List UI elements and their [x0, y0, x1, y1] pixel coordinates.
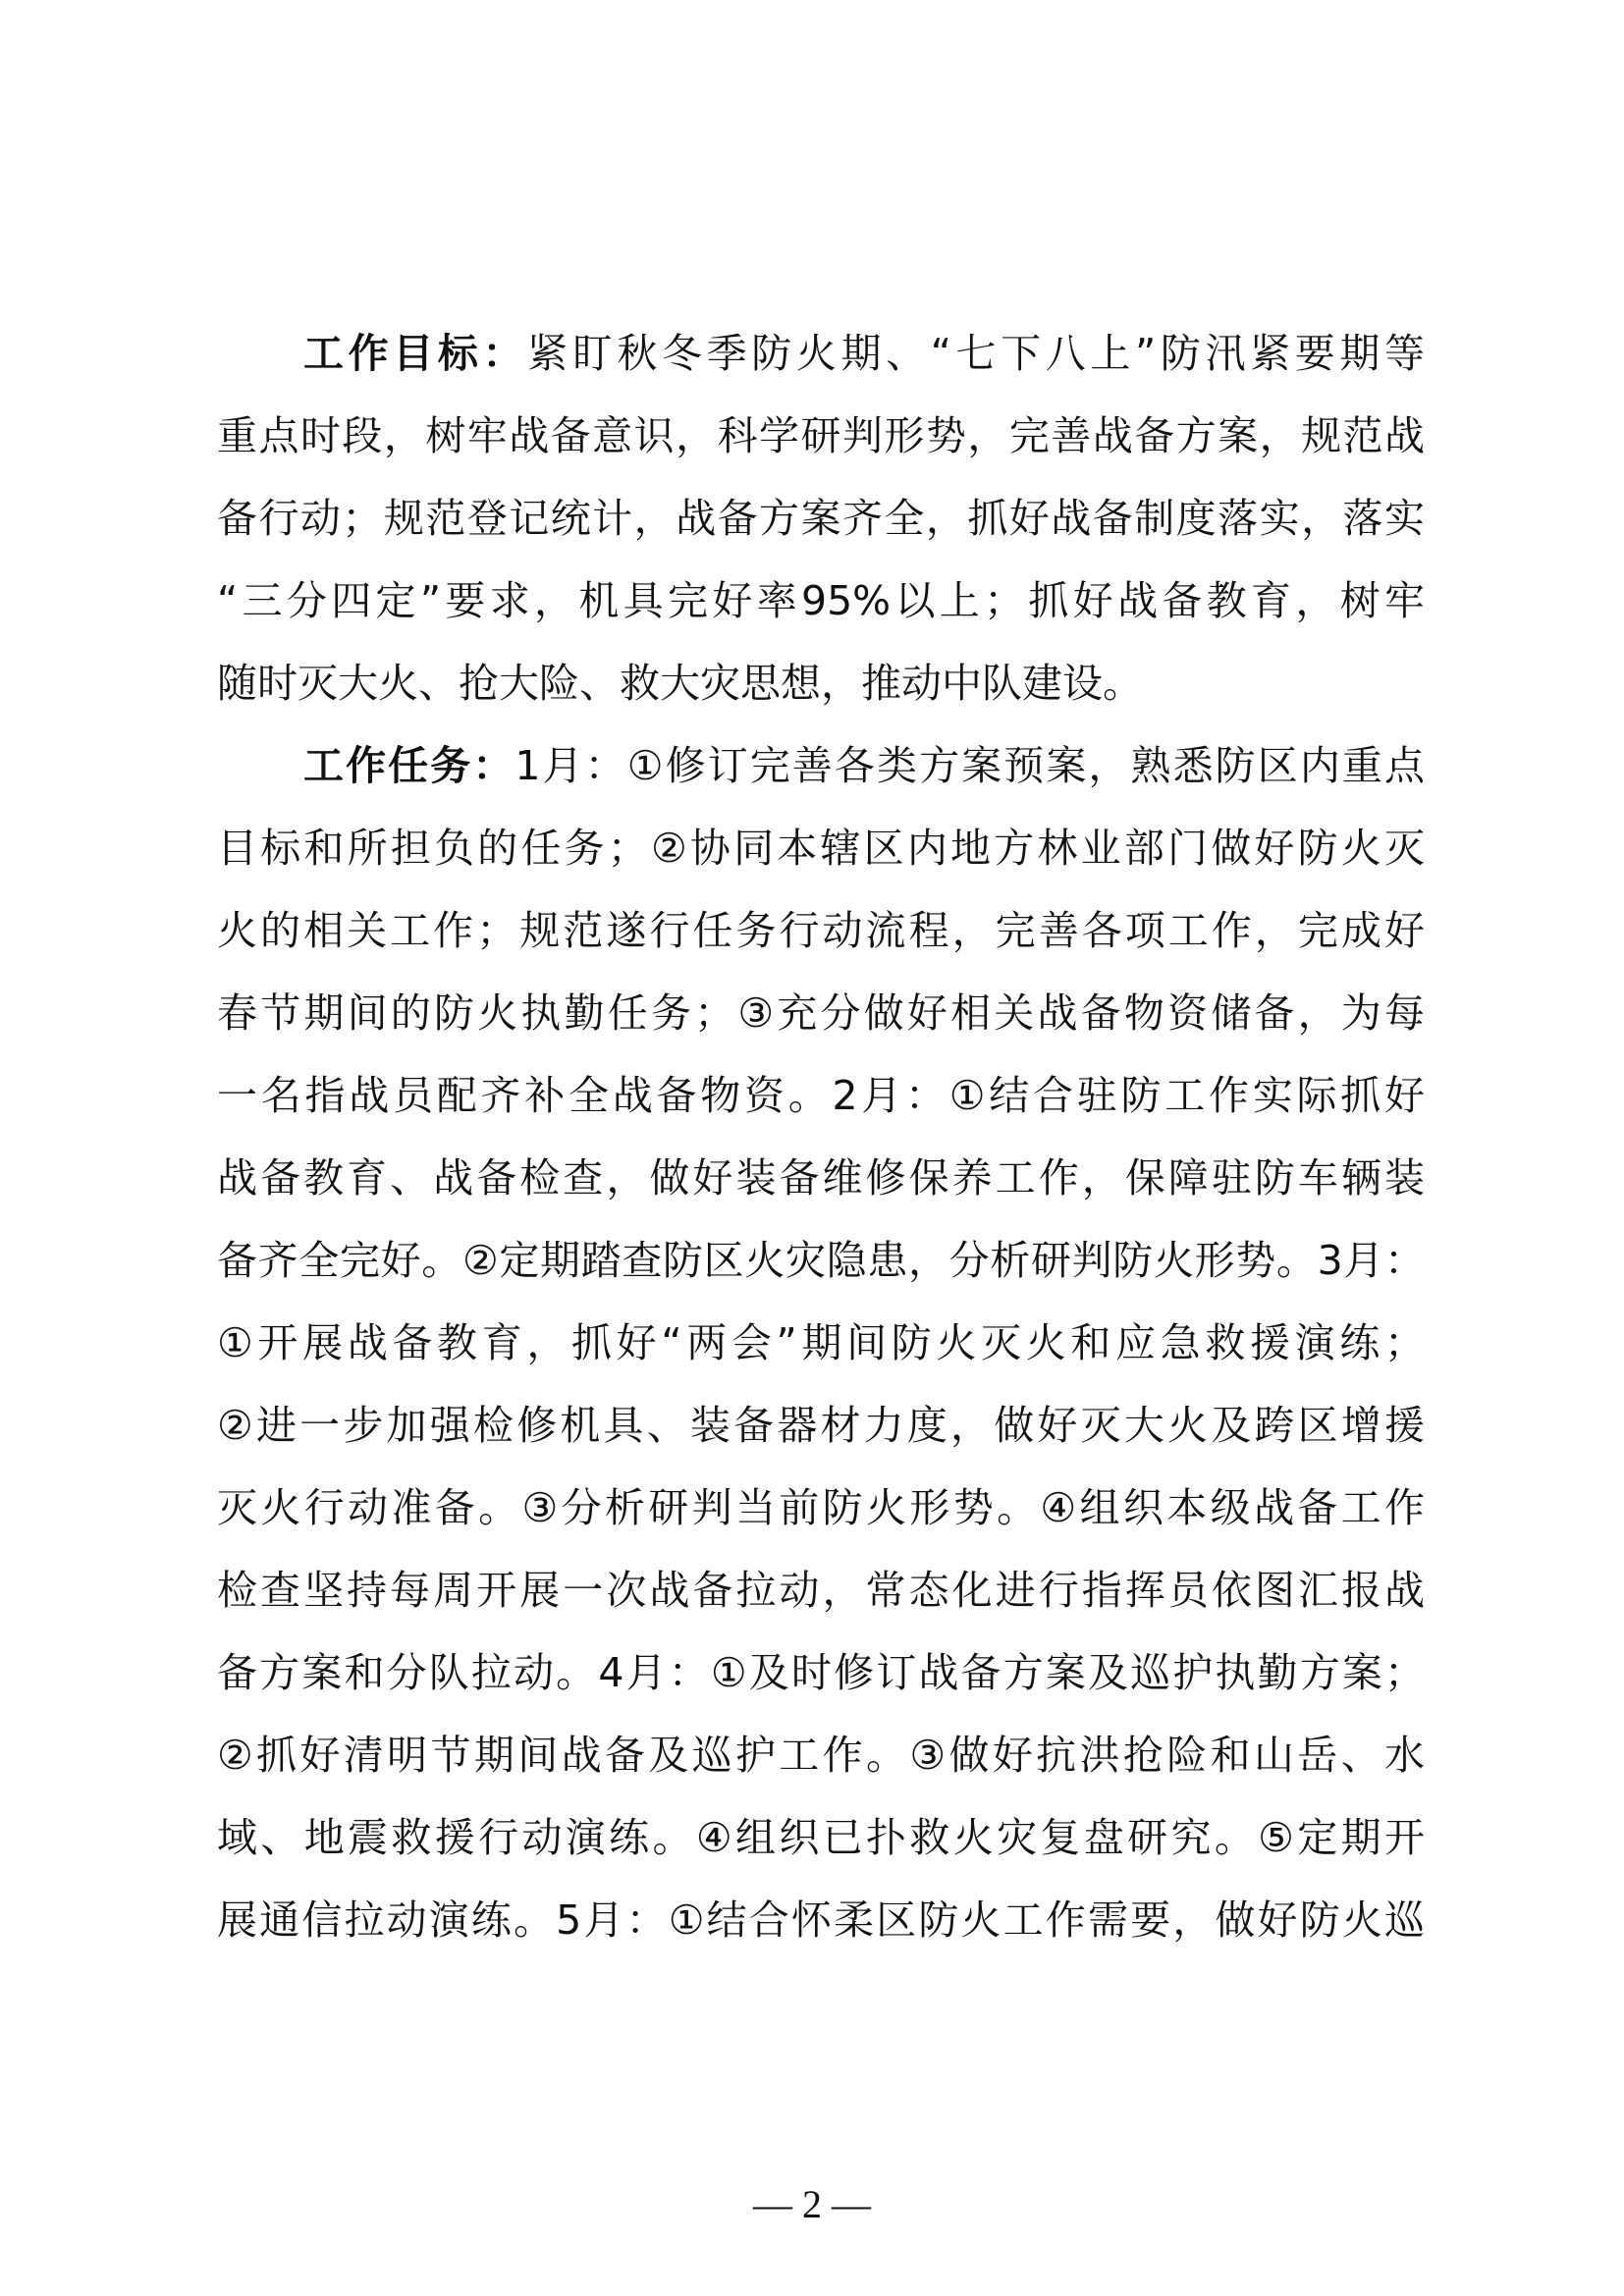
goal-label: 工作目标：: [303, 330, 528, 377]
paragraph-task-line-13: ②抓好清明节期间战备及巡护工作。③做好抗洪抢险和山岳、水: [217, 1732, 1425, 1779]
paragraph-task-line-1: [217, 724, 1425, 807]
paragraph-goal-line-5: 随时灭大火、抢大险、救大灾思想，推动中队建设。: [217, 660, 1143, 707]
paragraph-goal-line-2: 重点时段，树牢战备意识，科学研判形势，完善战备方案，规范战: [217, 412, 1425, 459]
paragraph-goal-line-4: “三分四定”要求，机具完好率95%以上；抓好战备教育，树牢: [217, 577, 1425, 624]
paragraph-goal-line-1: [217, 312, 1425, 395]
paragraph-task-line-5: 一名指战员配齐补全战备物资。2月：①结合驻防工作实际抓好: [217, 1072, 1425, 1119]
paragraph-task-line-3: 火的相关工作；规范遂行任务行动流程，完善各项工作，完成好: [217, 907, 1425, 954]
paragraph-task-line-15: 展通信拉动演练。5月：①结合怀柔区防火工作需要，做好防火巡: [217, 1896, 1425, 1944]
task-text: 1月：①修订完善各类方案预案，熟悉防区内重点: [514, 742, 1426, 789]
paragraph-goal-line-3: 备行动；规范登记统计，战备方案齐全，抓好战备制度落实，落实: [217, 495, 1425, 542]
goal-text: 紧盯秋冬季防火期、“七下八上”防汛紧要期等: [527, 330, 1426, 377]
paragraph-task-line-4: 春节期间的防火执勤任务；③充分做好相关战备物资储备，为每: [217, 989, 1425, 1037]
paragraph-task-line-7: 备齐全完好。②定期踏查防区火灾隐患，分析研判防火形势。3月：: [217, 1237, 1425, 1284]
paragraph-task-line-9: ②进一步加强检修机具、装备器材力度，做好灭大火及跨区增援: [217, 1402, 1425, 1449]
paragraph-task-line-12: 备方案和分队拉动。4月：①及时修订战备方案及巡护执勤方案；: [217, 1649, 1425, 1696]
document-body: [217, 312, 1425, 1961]
paragraph-task-line-14: 域、地震救援行动演练。④组织已扑救火灾复盘研究。⑤定期开: [217, 1814, 1425, 1861]
task-label: 工作任务：: [303, 742, 515, 789]
paragraph-task-line-6: 战备教育、战备检查，做好装备维修保养工作，保障驻防车辆装: [217, 1154, 1425, 1201]
paragraph-task-line-8: ①开展战备教育，抓好“两会”期间防火灭火和应急救援演练；: [217, 1319, 1425, 1366]
page-number: — 2 —: [753, 2182, 871, 2226]
paragraph-task-line-10: 灭火行动准备。③分析研判当前防火形势。④组织本级战备工作: [217, 1484, 1425, 1531]
paragraph-task-line-11: 检查坚持每周开展一次战备拉动，常态化进行指挥员依图汇报战: [217, 1567, 1425, 1614]
paragraph-task-line-2: 目标和所担负的任务；②协同本辖区内地方林业部门做好防火灭: [217, 825, 1425, 872]
